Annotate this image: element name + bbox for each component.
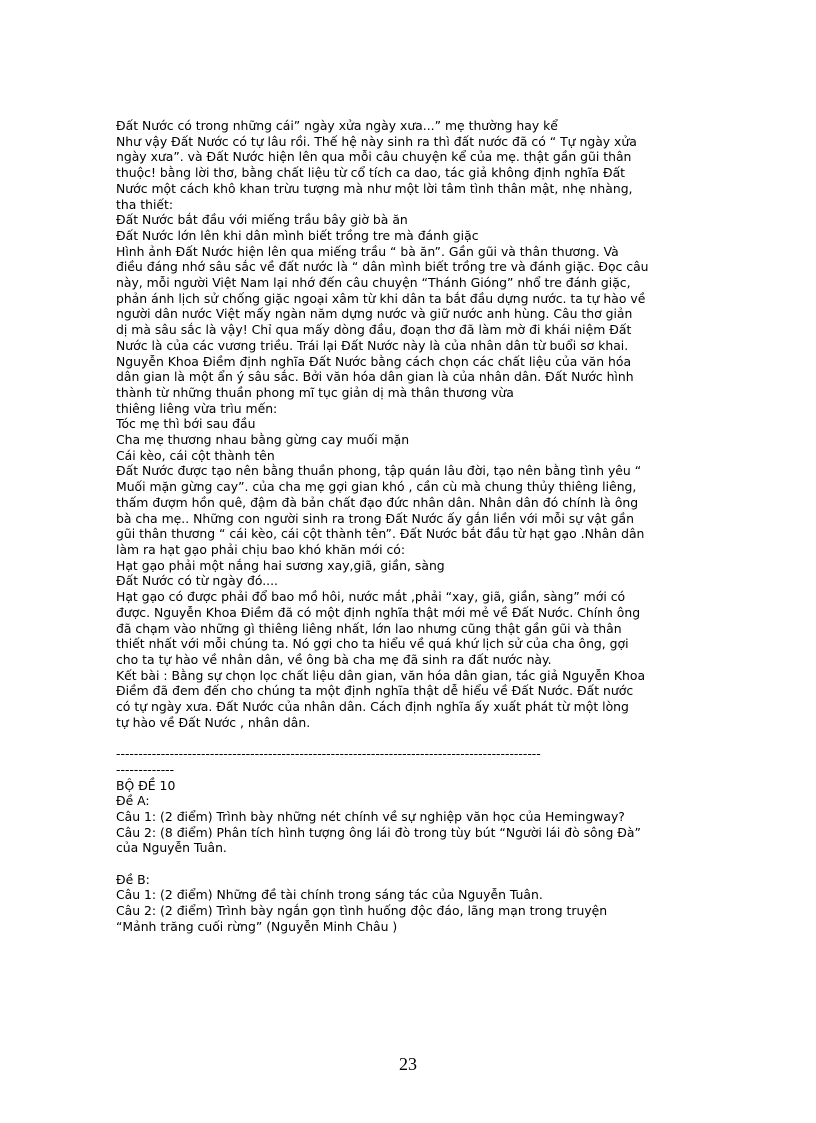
- text-line: tự hào về Đất Nước , nhân dân.: [116, 714, 311, 730]
- text-line: BỘ ĐỀ 10: [116, 777, 176, 793]
- text-line: dị mà sâu sắc là vậy! Chỉ qua mấy dòng đầu, đoạn thơ đã làm mờ đi khái niệm Đất: [116, 322, 632, 338]
- page-number: 23: [399, 1054, 417, 1074]
- text-line: có tự ngày xưa. Đất Nước của nhân dân. Cách định nghĩa ấy xuất phát từ một lòng: [116, 699, 629, 715]
- text-line: Tóc mẹ thì bới sau đầu: [116, 416, 256, 432]
- text-line: thuộc! bằng lời thơ, bằng chất liệu từ cổ tích ca dao, tác giả không định nghĩa Đất: [116, 165, 626, 181]
- text-line: thấm đượm hồn quê, đậm đà bản chất đạo đức nhân dân. Nhân dân đó chính là ông: [116, 494, 639, 510]
- text-line: Đề A:: [116, 793, 150, 809]
- text-line: Như vậy Đất Nước có tự lâu rồi. Thế hệ này sinh ra thì đất nước đã có “ Tự ngày xửa: [116, 133, 637, 149]
- text-line: cho ta tự hào về nhân dân, về ông bà cha mẹ đã sinh ra đất nước này.: [116, 651, 552, 667]
- text-line: Đất Nước lớn lên khi dân mình biết trồng tre mà đánh giặc: [116, 227, 479, 243]
- text-line: Kết bài : Bằng sự chọn lọc chất liệu dân gian, văn hóa dân gian, tác giả Nguyễn Khoa: [116, 667, 646, 683]
- text-line: người dân nước Việt mấy ngàn năm dựng nước và giữ nước anh hùng. Câu thơ giản: [116, 306, 633, 322]
- text-line: Muối mặn gừng cay”. của cha mẹ gợi gian khó , cần cù mà chung thủy thiêng liêng,: [116, 479, 637, 495]
- text-line: ngày xưa”. và Đất Nước hiện lên qua mỗi câu chuyện kể của mẹ. thật gần gũi thân: [116, 149, 632, 165]
- text-line: này, mỗi người Việt Nam lại nhớ đến câu chuyện “Thánh Gióng” nhổ tre đánh giặc,: [116, 275, 631, 291]
- text-line: Câu 1: (2 điểm) Những đề tài chính trong sáng tác của Nguyễn Tuân.: [116, 887, 543, 903]
- document-body: [116, 118, 708, 935]
- blank-line: [116, 730, 708, 746]
- text-line: dân gian là một ẩn ý sâu sắc. Bởi văn hóa dân gian là của nhân dân. Đất Nước hình: [116, 369, 634, 385]
- text-line: Đất Nước có từ ngày đó....: [116, 573, 278, 589]
- separator-line: -------------: [116, 761, 175, 777]
- text-line: của Nguyễn Tuân.: [116, 840, 227, 856]
- text-line: Đất Nước bắt đầu với miếng trầu bây giờ bà ăn: [116, 212, 408, 228]
- text-line: Đề B:: [116, 871, 150, 887]
- text-line: Nước một cách khô khan trừu tượng mà như một lời tâm tình thân mật, nhẹ nhàng,: [116, 180, 633, 196]
- separator-line: -----------------------------------------------------------------------------------------------: [116, 746, 541, 762]
- text-line: “Mảnh trăng cuối rừng” (Nguyễn Minh Châu ): [116, 918, 398, 934]
- text-line: thành từ những thuần phong mĩ tục giản dị mà thân thương vừa: [116, 384, 514, 400]
- text-line: được. Nguyễn Khoa Điềm đã có một định nghĩa thật mới mẻ về Đất Nước. Chính ông: [116, 604, 641, 620]
- text-line: thiêng liêng vừa trìu mến:: [116, 400, 278, 416]
- text-line: gũi thân thương “ cái kèo, cái cột thành tên”. Đất Nước bắt đầu từ hạt gạo .Nhân dân: [116, 526, 645, 542]
- text-line: Câu 1: (2 điểm) Trình bày những nét chính về sự nghiệp văn học của Hemingway?: [116, 808, 625, 824]
- text-line: Câu 2: (8 điểm) Phân tích hình tượng ông lái đò trong tùy bút “Người lái đò sông Đà”: [116, 824, 641, 840]
- text-line: bà cha mẹ.. Những con người sinh ra trong Đất Nước ấy gắn liền với mỗi sự vật gần: [116, 510, 635, 526]
- text-line: điều đáng nhớ sâu sắc về đất nước là “ dân mình biết trồng tre và đánh giặc. Đọc câu: [116, 259, 649, 275]
- text-line: thiết nhất với mỗi chúng ta. Nó gợi cho ta hiểu về quá khứ lịch sử của cha ông, gợi: [116, 636, 629, 652]
- text-line: làm ra hạt gạo phải chịu bao khó khăn mới có:: [116, 541, 406, 557]
- text-line: tha thiết:: [116, 196, 174, 212]
- text-line: Đất Nước được tạo nên bằng thuần phong, tập quán lâu đời, tạo nên bằng tình yêu “: [116, 463, 642, 479]
- text-line: Cái kèo, cái cột thành tên: [116, 447, 275, 463]
- text-line: Hạt gạo phải một nắng hai sương xay,giã, giần, sàng: [116, 557, 445, 573]
- text-line: Điềm đã đem đến cho chúng ta một định nghĩa thật dễ hiểu về Đất Nước. Đất nước: [116, 683, 634, 699]
- text-line: Nước là của các vương triều. Trái lại Đất Nước này là của nhân dân từ buổi sơ khai.: [116, 337, 629, 353]
- text-line: Cha mẹ thương nhau bằng gừng cay muối mặn: [116, 432, 410, 448]
- text-line: Hạt gạo có được phải đổ bao mồ hôi, nước mắt ,phải “xay, giã, giần, sàng” mới có: [116, 589, 626, 605]
- text-line: Câu 2: (2 điểm) Trình bày ngắn gọn tình huống độc đáo, lãng mạn trong truyện: [116, 903, 608, 919]
- text-line: Hình ảnh Đất Nước hiện lên qua miếng trầu “ bà ăn”. Gần gũi và thân thương. Và: [116, 243, 619, 259]
- text-line: đã chạm vào những gì thiêng liêng nhất, lớn lao nhưng cũng thật gần gũi và thân: [116, 620, 622, 636]
- blank-line: [116, 856, 708, 872]
- text-line: Nguyễn Khoa Điềm định nghĩa Đất Nước bằng cách chọn các chất liệu của văn hóa: [116, 353, 632, 369]
- text-line: phản ánh lịch sử chống giặc ngoại xâm từ khi dân ta bắt đầu dựng nước. ta tự hào về: [116, 290, 646, 306]
- text-line: Đất Nước có trong những cái” ngày xửa ngày xưa...” mẹ thường hay kể: [116, 118, 558, 133]
